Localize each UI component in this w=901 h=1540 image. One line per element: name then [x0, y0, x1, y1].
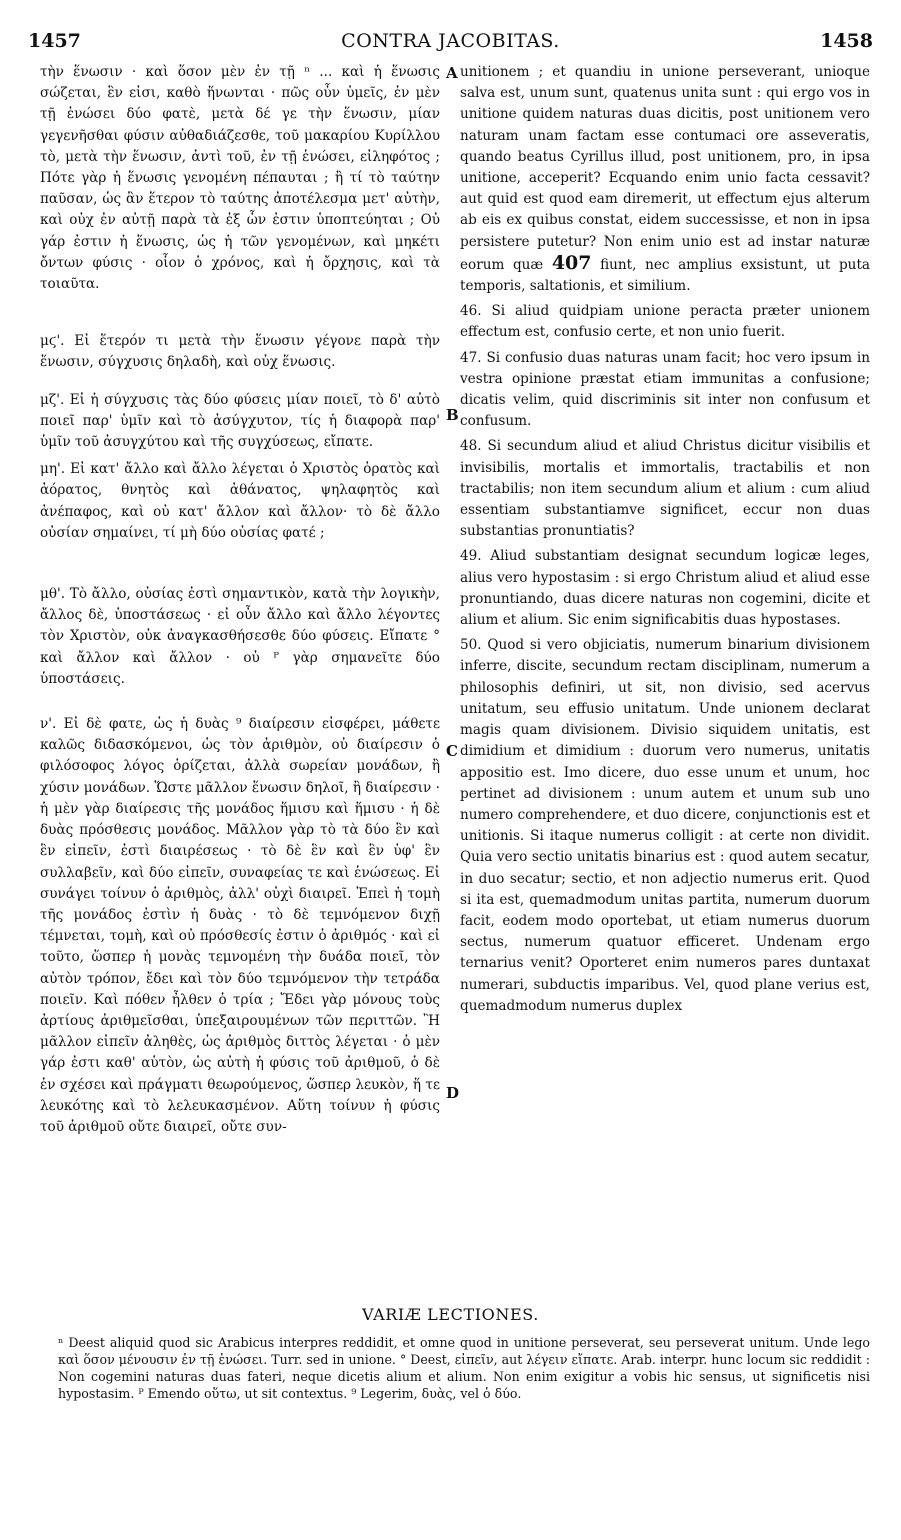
latin-text: unitionem ; et quandiu in unione perseverant, unioque salva est, unum sunt, quatenus unita sunt : qui ergo vos in unitione quidem naturas duas dicitis, post unitionem vero naturam unam factam esse contumaci ore asseveratis, quando beatus Cyrillus illud, post unitionem, pro, in ipsa unitione, acceperit? Ecquando enim unio facta cessavit? aut quid est quod eam diremerit, ut effectum ejus alterum ab eis ex quibus constat, eidem successisse, et non in ipsa persistere putetur? Non enim unio est ad instar naturæ eorum quæ: [460, 64, 870, 273]
margin-letter-b: B: [446, 406, 459, 424]
latin-paragraph: 48. Si secundum aliud et aliud Christus dicitur visibilis et invisibilis, mortalis et immortalis, tractabilis et non tractabilis; non item secundum alium et alium : cum aliud essentiam substantiamve significet, eccur non duas substantias pronuntiatis?: [460, 438, 870, 540]
greek-paragraph: μϛ'. Εἰ ἕτερόν τι μετὰ τὴν ἕνωσιν γέγονε παρὰ τὴν ἕνωσιν, σύγχυσις δηλαδὴ, καὶ οὐχ ἕνωσις.: [40, 333, 440, 371]
margin-letter-d: D: [446, 1084, 460, 1102]
latin-paragraph: 50. Quod si vero objiciatis, numerum binarium divisionem inferre, discite, secundum rectam disciplinam, numerum a philosophis definiri, ut sit, non divisio, sed acervus unitatum, seu effusio unitatum. Unde unionem declarat magis quam divisionem. Divisio siquidem unitatis, est dimidium et dimidium : duorum vero numerus, unitatis appositio est. Imo dicere, duo esse unum et unum, hoc pertinet ad divisionem : unum autem et unum sub uno numero comprehendere, et duo dicere, conjunctionis est et unitionis. Si itaque numerus colligit : at certe non dividit. Quia vero sectio unitatis binarius est : quod autem secatur, in duo secatur; sectio, et non adjectio numerus erit. Quod si ita est, quemadmodum unitas partita, numerum duorum facit, eodem modo oportebat, ut etiam numerus duorum sectus, numerum quatuor efficeret. Undenam ergo ternarius venit? Oporteret enim numeros pares duntaxat numerari, subductis imparibus. Vel, quod plane verius est, quemadmodum numerus duplex: [460, 637, 870, 1014]
left-page-number: 1457: [28, 30, 81, 52]
right-page-number: 1458: [820, 30, 873, 52]
latin-text: fiunt, nec amplius exsistunt, ut puta temporis, saltationis, et similium.: [460, 256, 871, 295]
greek-paragraph: μη'. Εἰ κατ' ἄλλο καὶ ἄλλο λέγεται ὁ Χριστὸς ὁρατὸς καὶ ἀόρατος, θνητὸς καὶ ἀθάνατος, ψηλαφητὸς καὶ ἀνέπαφος, καὶ οὐ κατ' ἄλλον καὶ ἄλλον· τὸ δὲ ἄλλο οὐσίαν σημαίνει, τί μὴ δύο οὐσίας φατέ ;: [40, 461, 440, 541]
latin-paragraph: 46. Si aliud quidpiam unione peracta præter unionem effectum est, confusio certe, et non unio fuerit.: [460, 303, 870, 341]
greek-paragraph: μζ'. Εἰ ἡ σύγχυσις τὰς δύο φύσεις μίαν ποιεῖ, τὸ δ' αὐτὸ ποιεῖ παρ' ὑμῖν καὶ τὸ ἀσύγχυτον, τίς ἡ διαφορὰ παρ' ὑμῖν τοῦ ἀσυγχύτου καὶ τῆς συγχύσεως, εἴπατε.: [40, 391, 440, 451]
greek-column: [40, 62, 440, 1138]
variae-lectiones-heading: VARIÆ LECTIONES.: [362, 1305, 539, 1324]
running-title: CONTRA JACOBITAS.: [341, 30, 560, 52]
latin-column: [460, 62, 870, 1017]
column-number: 407: [551, 251, 592, 274]
latin-paragraph: 47. Si confusio duas naturas unam facit; hoc vero ipsum in vestra opinione præstat etiam immunitas a confusione; dicatis velim, quid discriminis sit inter non confusum et confusum.: [460, 349, 870, 430]
greek-paragraph: ν'. Εἰ δὲ φατε, ὡς ἡ δυὰς ⁹ διαίρεσιν εἰσφέρει, μάθετε καλῶς διδασκόμενοι, ὡς τὸν ἀριθμὸν, οὐ διαίρεσιν ὁ φιλόσοφος λόγος ὁρίζεται, ἀλλὰ σωρείαν μονάδων, ἢ χύσιν μονάδων. Ὥστε μᾶλλον ἕνωσιν δηλοῖ, ἢ διαίρεσιν · ἡ μὲν γὰρ διαίρεσις τῆς μονάδος ἥμισυ καὶ ἥμισυ · ἡ δὲ δυὰς πρόσθεσις μονάδος. Μᾶλλον γὰρ τὸ τὰ δύο ἓν καὶ ἓν εἰπεῖν, ἐστὶ διαιρέσεως · τὸ δὲ ἓν καὶ ἓν ὑφ' ἓν συλλαβεῖν, καὶ δύο εἰπεῖν, συναφείας τε καὶ ἑνώσεως. Εἰ συνάγει τοίνυν ὁ ἀριθμὸς, ἀλλ' οὐχὶ διαιρεῖ. Ἐπεὶ ἡ τομὴ τῆς μονάδος ἐστὶν ἡ δυὰς · τὸ δὲ τεμνόμενον διχῇ τέμνεται, τομὴ, καὶ οὐ πρόσθεσίς ἐστιν ὁ ἀριθμός · καὶ εἰ τοῦτο, ὥσπερ ἡ μονὰς τεμνομένη τὴν δυάδα ποιεῖ, τὸν αὐτὸν τρόπον, ἔδει καὶ τὸν δύο τεμνόμενον τὴν τετράδα ποιεῖν. Καὶ πόθεν ἦλθεν ὁ τρία ; Ἔδει γὰρ μόνους τοὺς ἀρτίους ἀριθμεῖσθαι, ὑπεξαιρουμένων τῶν περιττῶν. Ἢ μᾶλλον εἰπεῖν ἀληθὲς, ὡς ἀριθμὸς διττὸς λέγεται · ὁ μὲν γάρ ἐστι καθ' αὑτὸν, ὡς αὐτὴ ἡ φύσις τοῦ ἀριθμοῦ, ὁ δὲ ἐν σχέσει καὶ πράγματι θεωρούμενος, ὥσπερ λευκὸν, ἥ τε λευκότης καὶ τὸ λελευκασμένον. Αὕτη τοίνυν ἡ φύσις τοῦ ἀριθμοῦ οὔτε διαιρεῖ, οὔτε συν-: [40, 716, 440, 1135]
margin-letter-c: C: [446, 742, 458, 760]
variae-lectiones-notes: ⁿ Deest aliquid quod sic Arabicus interpres reddidit, et omne quod in unitione perseverat, seu perseverat unitum. Unde lego καὶ ὅσον μένουσιν ἐν τῇ ἑνώσει. Turr. sed in unione. ° Deest, εἰπεῖν, aut λέγειν εἴπατε. Arab. interpr. hunc locum sic reddidit : Non cogemini naturas duas fateri, neque dicetis alium et alium. Non enim exigitur a vobis hic sensus, ut significetis nisi hypostasim. ᴾ Emendo οὕτω, ut sit contextus. ⁹ Legerim, δυὰς, vel ὁ δύο.: [58, 1335, 870, 1401]
margin-letter-a: A: [446, 64, 458, 82]
greek-paragraph: τὴν ἕνωσιν · καὶ ὅσον μὲν ἐν τῇ ⁿ ... καὶ ἡ ἕνωσις σώζεται, ἓν εἰσι, καθὸ ἥνωνται · πῶς οὖν ὑμεῖς, ἐν μὲν τῇ ἑνώσει δύο φατὲ, μετὰ δέ γε τὴν ἕνωσιν, μίαν γεγενῆσθαι φύσιν αὐθαδιάζεσθε, τοῦ μακαρίου Κυρίλλου τὸ, μετὰ τὴν ἕνωσιν, ἀντὶ τοῦ, ἐν τῇ ἑνώσει, εἰληφότος ; Πότε γὰρ ἡ ἕνωσις γενομένη πέπαυται ; ἢ τί τὸ ταύτην παῦσαν, ὡς ἂν ἕτερον τὸ ταύτης ἀποτέλεσμα μετ' αὐτὴν, καὶ οὐχ ἐν αὐτῇ παρὰ τὰ ἐξ ὧν ἐστιν ὑποπτεύηται ; Οὐ γάρ ἐστιν ἡ ἕνωσις, ὡς ἡ τῶν γενομένων, καὶ μηκέτι ὄντων φύσις · οἷον ὁ χρόνος, καὶ ἡ ὄρχησις, καὶ τὰ τοιαῦτα.: [40, 64, 440, 293]
latin-paragraph: [460, 62, 870, 297]
latin-paragraph: 49. Aliud substantiam designat secundum logicæ leges, alius vero hypostasim : si ergo Christum aliud et aliud esse pronuntiando, duas dicere naturas non cogemini, dicite et alium et alium. Sic enim significabitis duas hypostases.: [460, 548, 870, 629]
greek-paragraph: μθ'. Τὸ ἄλλο, οὐσίας ἐστὶ σημαντικὸν, κατὰ τὴν λογικὴν, ἄλλος δὲ, ὑποστάσεως · εἰ οὖν ἄλλο καὶ ἄλλο λέγοντες τὸν Χριστὸν, οὐκ ἀναγκασθήσεσθε δύο φύσεις. Εἴπατε ° καὶ ἄλλον καὶ ἄλλον · οὐ ᴾ γὰρ σημανεῖτε δύο ὑποστάσεις.: [40, 586, 440, 687]
running-header: [28, 30, 873, 60]
